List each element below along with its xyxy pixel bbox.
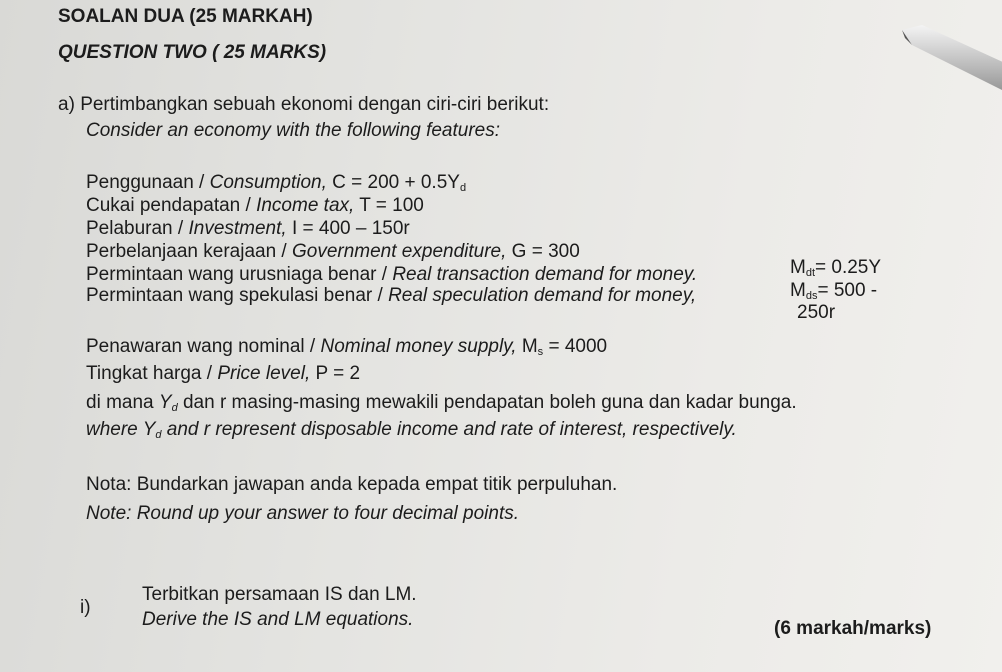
feature-name-en: Real transaction demand for money.: [392, 264, 698, 285]
eq-pre: M: [790, 280, 806, 301]
part-i-text-en: Derive the IS and LM equations.: [142, 609, 414, 630]
question-title-en: QUESTION TWO ( 25 MARKS): [58, 42, 327, 63]
where-var: Y: [158, 392, 172, 413]
question-title-ms: SOALAN DUA (25 MARKAH): [58, 6, 313, 27]
feature-government: [86, 241, 580, 263]
feature-name-en: Income tax,: [256, 195, 355, 216]
feature-name-ms: Tingkat harga /: [86, 363, 218, 384]
intro-ms-text: Pertimbangkan sebuah ekonomi dengan ciri-ciri berikut:: [80, 94, 550, 115]
note-ms: Nota: Bundarkan jawapan anda kepada empat titik perpuluhan.: [86, 474, 618, 495]
eq-pre: M: [521, 336, 538, 357]
where-pre: di mana: [86, 392, 159, 413]
where-var: Y: [142, 419, 156, 440]
part-i-text-ms: Terbitkan persamaan IS dan LM.: [142, 584, 417, 605]
where-post: and r represent disposable income and rate of interest, respectively.: [161, 419, 737, 440]
part-i-label: i): [80, 597, 91, 618]
feature-name-en: Government expenditure,: [291, 241, 507, 262]
feature-name-ms: Permintaan wang urusniaga benar /: [86, 264, 393, 285]
eq-sub: s: [537, 346, 544, 358]
feature-name-en: Price level,: [217, 363, 311, 384]
feature-name-ms: Pelaburan /: [86, 218, 189, 239]
part-a-intro-en: Consider an economy with the following features:: [86, 120, 501, 141]
feature-price-level: [86, 363, 360, 385]
feature-name-ms: Cukai pendapatan /: [86, 195, 257, 216]
eq-post: = 500 -: [817, 280, 878, 301]
feature-equation: G = 300: [511, 241, 580, 262]
where-sub: d: [171, 402, 178, 414]
where-en: [86, 419, 737, 446]
note-en: Note: Round up your answer to four decimal points.: [86, 503, 520, 524]
feature-name-en: Nominal money supply,: [320, 336, 517, 357]
part-a-intro-ms: [58, 94, 549, 116]
where-post: dan r masing-masing mewakili pendapatan boleh guna dan kadar bunga.: [177, 392, 797, 413]
where-pre: where: [86, 419, 143, 440]
feature-name-ms: Perbelanjaan kerajaan /: [86, 241, 292, 262]
feature-transaction-demand: [86, 264, 697, 286]
pen-image: [902, 20, 1002, 110]
part-i-marks: (6 markah/marks): [774, 618, 932, 639]
feature-equation: I = 400 – 150r: [291, 218, 410, 239]
feature-name-ms: Permintaan wang spekulasi benar /: [86, 285, 389, 306]
feature-equation: T = 100: [359, 195, 424, 216]
eq-sub: ds: [805, 290, 818, 302]
feature-name-ms: Penggunaan /: [86, 172, 210, 193]
eq-post: = 4000: [543, 336, 608, 357]
equation-subscript: d: [459, 182, 467, 194]
part-a-label: a): [58, 94, 75, 115]
feature-speculation-equation-cont: 250r: [797, 302, 836, 323]
bleed-through-text: [470, 38, 474, 54]
feature-speculation-demand: [86, 285, 696, 307]
feature-money-supply: [86, 336, 607, 363]
feature-equation: P = 2: [315, 363, 361, 384]
feature-name-en: Consumption,: [209, 172, 327, 193]
feature-name-ms: Penawaran wang nominal /: [86, 336, 321, 357]
eq-post: = 0.25Y: [815, 257, 882, 278]
feature-name-en: Real speculation demand for money,: [388, 285, 697, 306]
feature-name-en: Investment,: [188, 218, 287, 239]
where-ms: [86, 392, 797, 419]
feature-income-tax: [86, 195, 424, 217]
eq-sub: dt: [805, 267, 816, 279]
feature-equation: C = 200 + 0.5Y: [332, 172, 460, 193]
eq-pre: M: [790, 257, 806, 278]
feature-investment: [86, 218, 410, 240]
where-sub: d: [155, 429, 162, 441]
